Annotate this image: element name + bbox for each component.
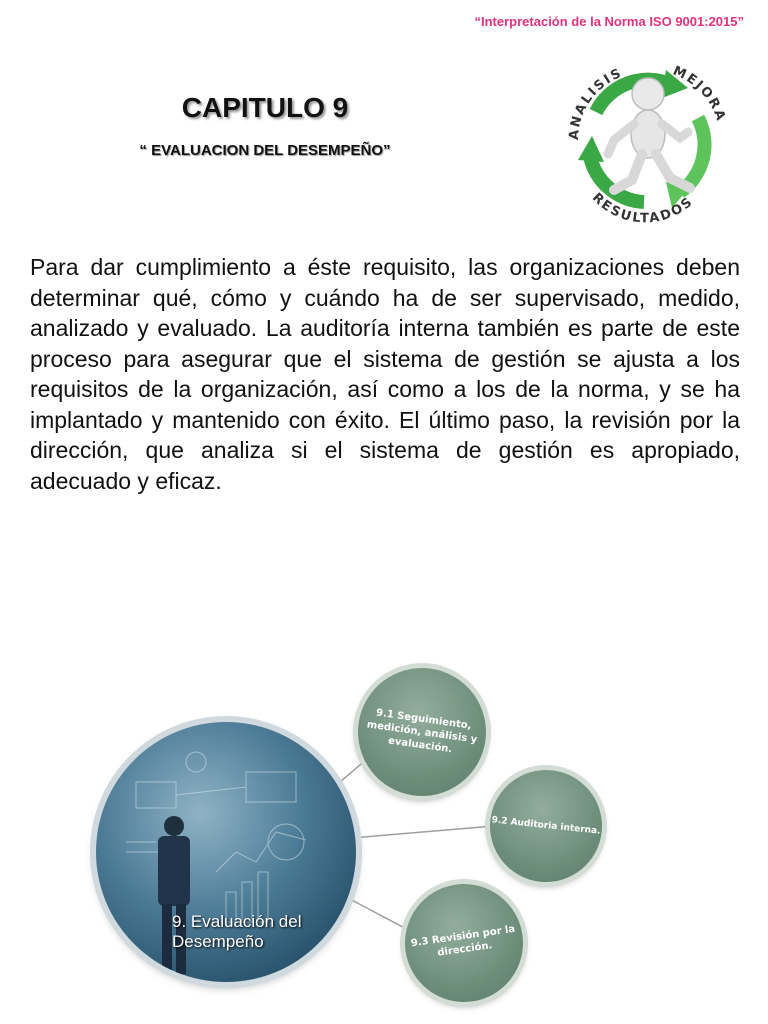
node-label: 9.2 Auditoria interna. (491, 815, 601, 837)
requirement-paragraph: Para dar cumplimiento a éste requisito, las organizaciones deben determinar qué, cómo y cuándo ha de ser supervisado, medido, analizado y evaluado. La auditoría interna también es parte de este proceso para asegurar que el sistema de gestión se ajusta a los requisitos de la organización, así como a los de la norma, y se ha implantado y mantenido con éxito. El último paso, la revisión por la dirección, que analiza si el sistema de gestión es apropiado, adecuado y eficaz. (30, 254, 740, 494)
performance-evaluation-diagram (90, 662, 620, 1024)
node-label: 9.3 Revisión por la dirección. (410, 923, 516, 959)
main-topic-label: 9. Evaluación del Desempeño (172, 912, 302, 951)
svg-text:ANALISIS: ANALISIS (566, 65, 626, 141)
svg-text:MEJORA: MEJORA (670, 63, 729, 125)
chapter-title: CAPITULO 9 (181, 92, 349, 123)
walking-figure-icon (608, 78, 690, 190)
svg-text:RESULTADOS: RESULTADOS (588, 190, 697, 227)
main-circle-image (96, 722, 356, 982)
analysis-improvement-results-logo (548, 48, 744, 238)
chapter-subtitle: “ EVALUACION DEL DESEMPEÑO” (139, 142, 391, 159)
node-label: 9.1 Seguimiento, medición, análisis y evaluación. (366, 706, 478, 755)
document-header-note: “Interpretación de la Norma ISO 9001:2015” (474, 14, 744, 29)
